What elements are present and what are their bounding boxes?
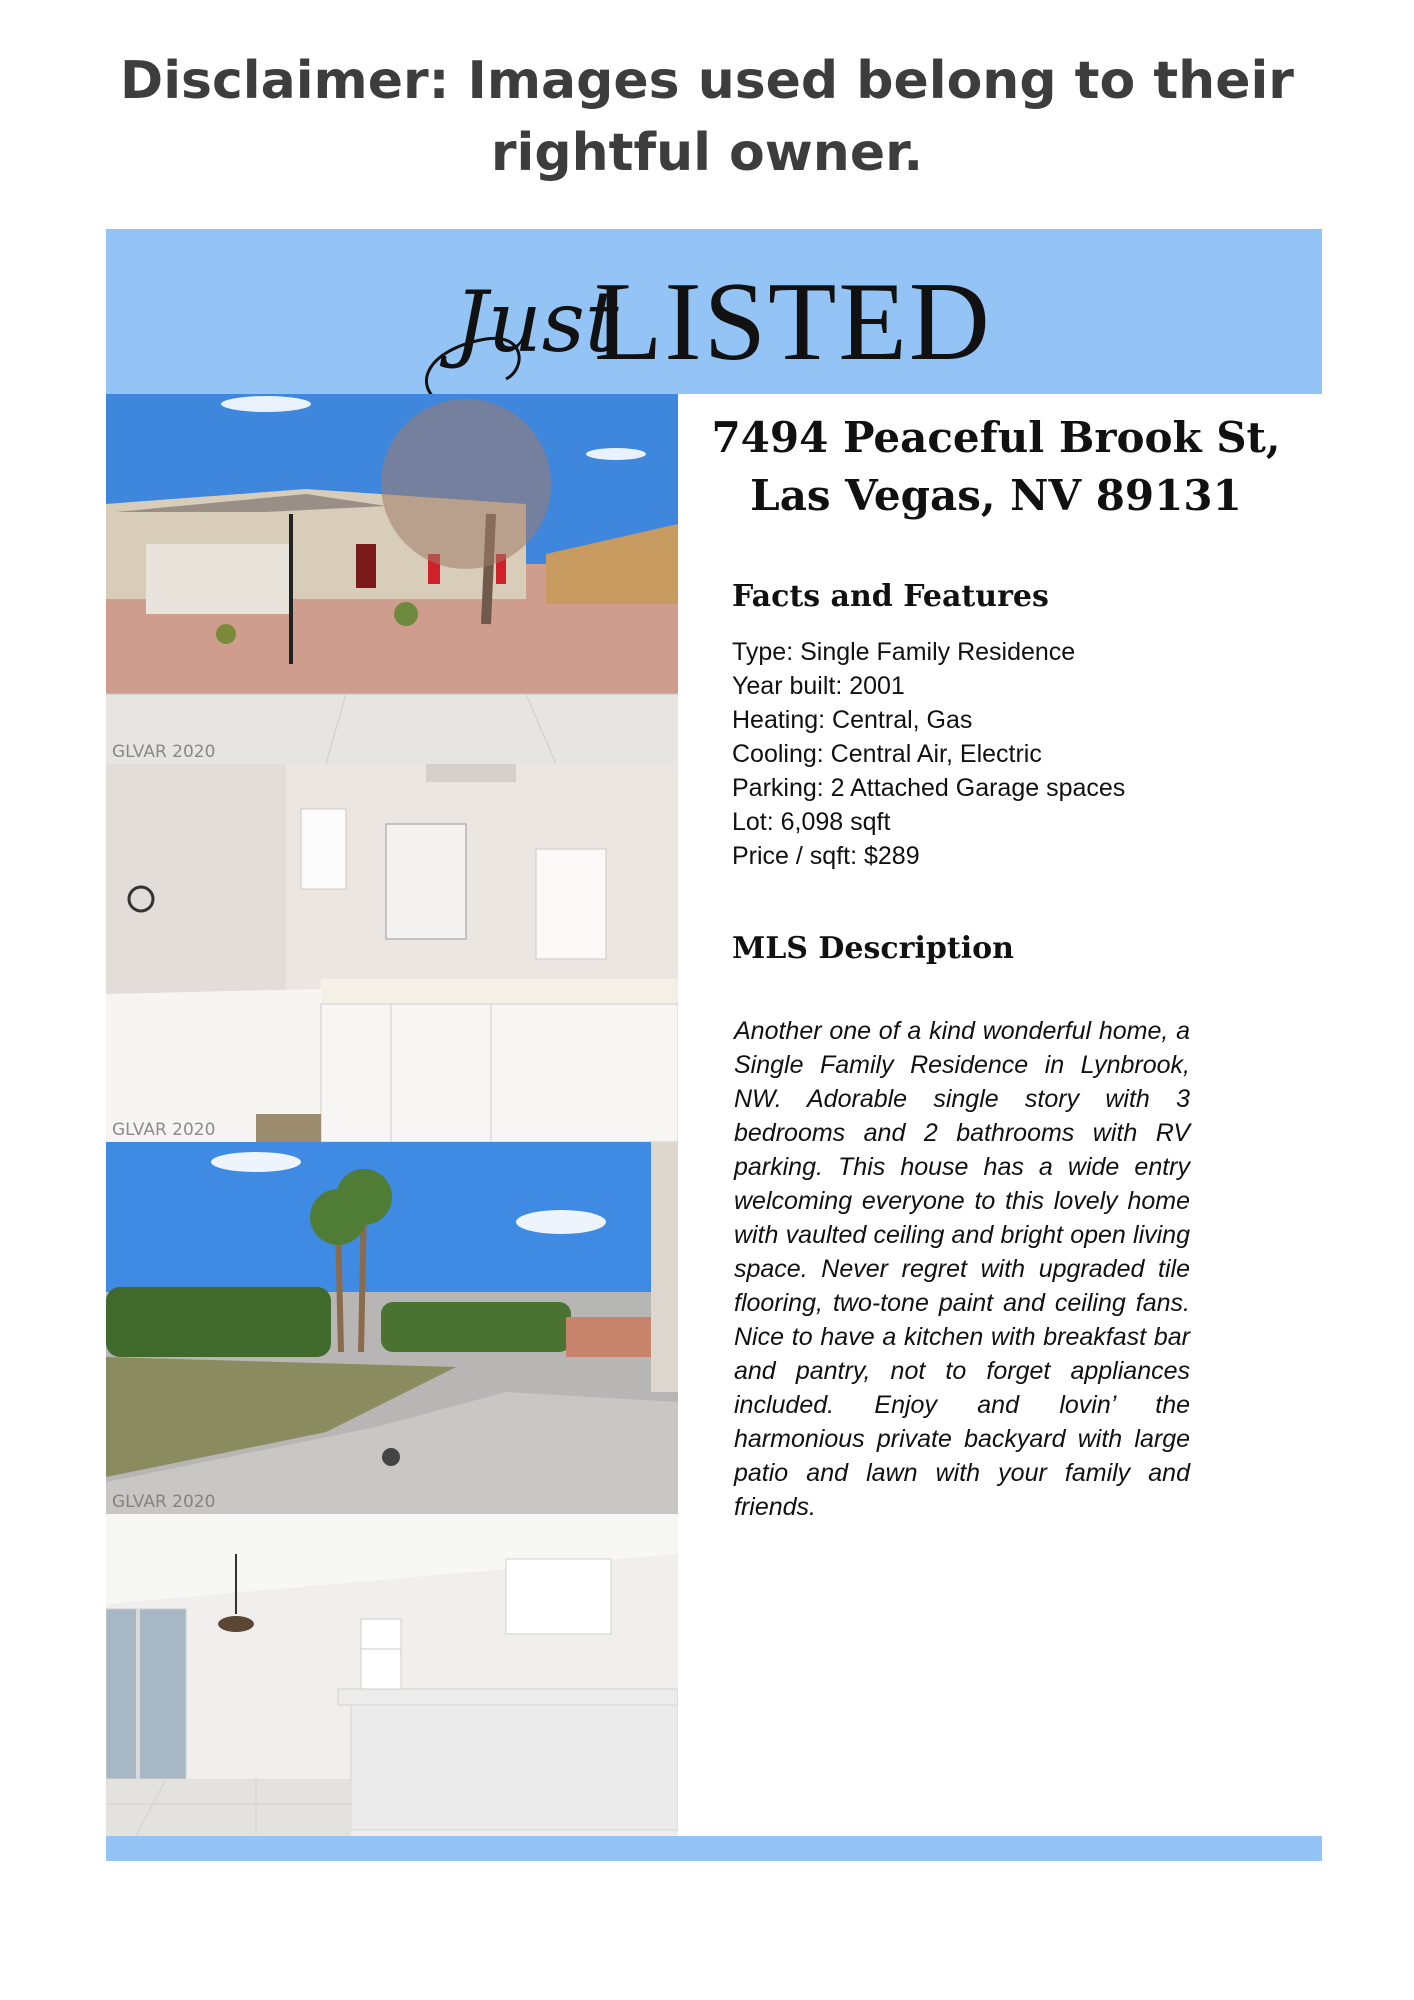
bathroom-photo [106, 764, 678, 1142]
photo-watermark: GLVAR 2020 [112, 742, 216, 762]
fact-parking: Parking: 2 Attached Garage spaces [732, 774, 1126, 802]
facts-heading: Facts and Features [732, 579, 1049, 614]
address-line1: 7494 Peaceful Brook St, [711, 413, 1281, 462]
disclaimer-heading: Disclaimer: Images used belong to their rightful owner. [120, 51, 1294, 183]
house-exterior-photo [106, 394, 678, 764]
fact-price-per-sqft: Price / sqft: $289 [732, 842, 920, 870]
fact-type: Type: Single Family Residence [732, 638, 1076, 666]
fact-lot: Lot: 6,098 sqft [732, 808, 891, 836]
fact-heating: Heating: Central, Gas [732, 706, 973, 734]
fact-year-built: Year built: 2001 [732, 672, 905, 700]
mls-description: Another one of a kind wonderful home, a Single Family Residence in Lynbrook, NW. Adorable single story with 3 bedrooms and 2 bathrooms with RV parking. This house has a wide entry welcoming everyone to this lovely home with vaulted ceiling and bright open living space. Never regret with upgraded tile flooring, two-tone paint and ceiling fans. Nice to have a kitchen with breakfast bar and pantry, not to forget appliances included. Enjoy and lovin’ the harmonious private backyard with large patio and lawn with your family and friends. [734, 1017, 1190, 1521]
photo-watermark: GLVAR 2020 [112, 1120, 216, 1140]
photo-watermark: GLVAR 2020 [112, 1492, 216, 1512]
mls-heading: MLS Description [732, 931, 1014, 966]
address-line2: Las Vegas, NV 89131 [750, 471, 1242, 520]
listing-flyer [106, 229, 1322, 1861]
listing-details [706, 409, 1296, 1521]
footer-bar [106, 1836, 1322, 1861]
kitchen-photo [106, 1514, 678, 1836]
property-address [696, 409, 1296, 525]
backyard-photo [106, 1142, 678, 1514]
title-script-word: Just [454, 273, 619, 371]
facts-list [732, 635, 1125, 873]
title-word: LISTED [594, 260, 992, 384]
fact-cooling: Cooling: Central Air, Electric [732, 740, 1042, 768]
